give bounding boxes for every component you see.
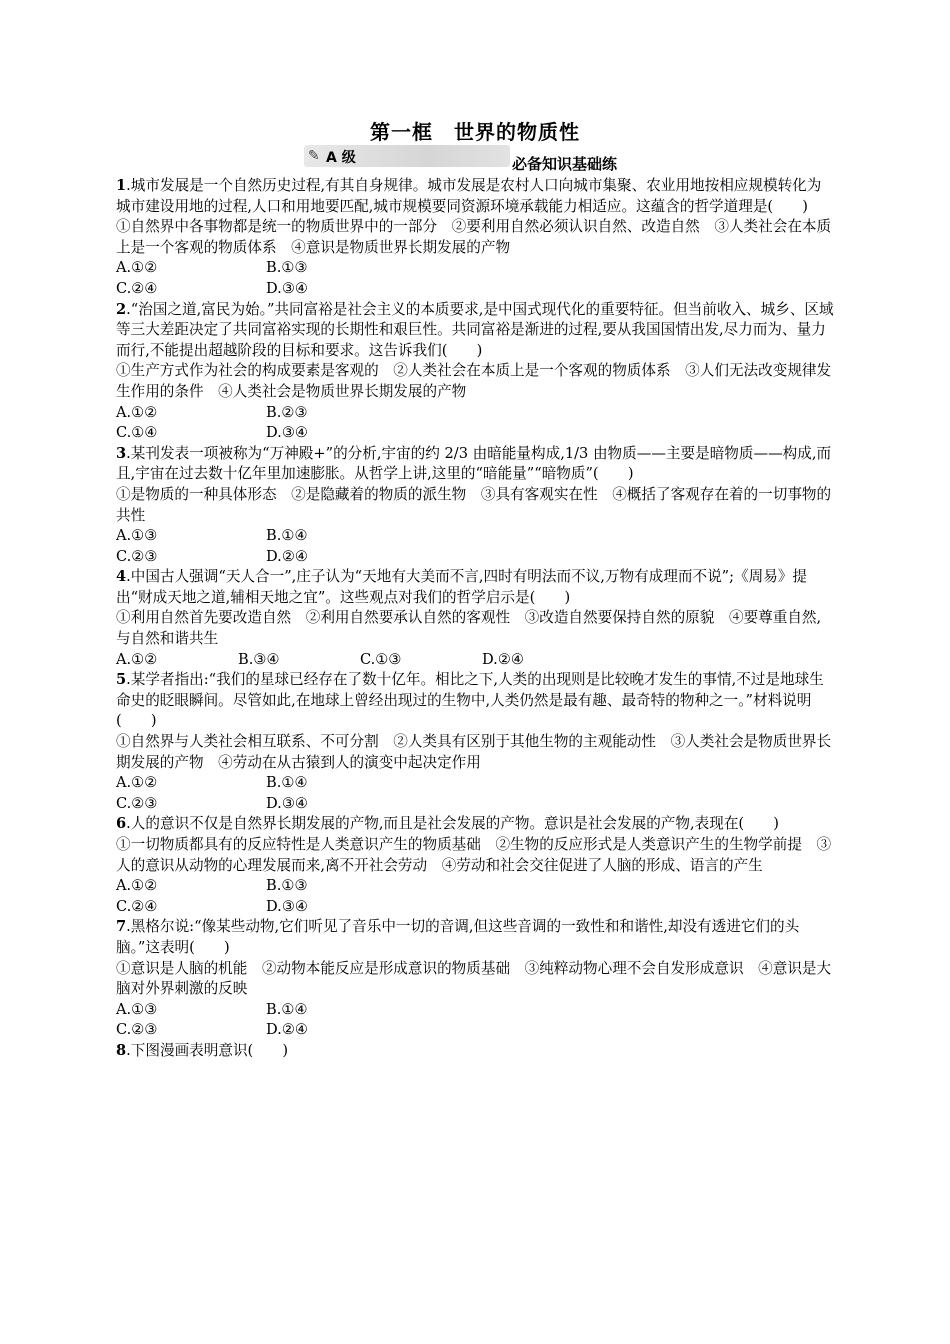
question-statements: ①利用自然首先要改造自然 ②利用自然要承认自然的客观性 ③改造自然要保持自然的原貌 ④要尊重自然,与自然和谐共生 (116, 609, 822, 648)
question-stem: .某刊发表一项被称为“万神殿+”的分析,宇宙的约 2/3 由暗能量构成,1/3 由物质——主要是暗物质——构成,而且,宇宙在过去数十亿年里加速膨胀。从哲学上讲,这里的“暗能量”“暗物质”( ) (116, 444, 832, 483)
question-number: 2 (116, 300, 127, 318)
question-stem: .某学者指出:“我们的星球已经存在了数十亿年。相比之下,人类的出现则是比较晚才发生的事情,不过是地球生命史的眨眼瞬间。尽管如此,在地球上曾经出现过的生物中,人类仍然是最有趣、最奇特的物种之一。”材料说明( ) (116, 671, 824, 730)
question-list (116, 176, 834, 1062)
question-4 (116, 567, 834, 670)
question-number: 1 (116, 177, 127, 194)
question-statements: ①自然界与人类社会相互联系、不可分割 ②人类具有区别于其他生物的主观能动性 ③人类社会是物质世界长期发展的产物 ④劳动在从古猿到人的演变中起决定作用 (116, 733, 832, 771)
page-title: 第一框 世界的物质性 (370, 120, 580, 144)
option-d[interactable]: D.③④ (266, 279, 308, 297)
option-c[interactable]: C.①③ (360, 650, 402, 668)
question-7 (116, 917, 834, 1041)
option-d[interactable]: D.②④ (266, 1021, 308, 1039)
question-number: 7 (116, 918, 127, 936)
option-a[interactable]: A.①③ (116, 1000, 158, 1018)
option-b[interactable]: B.①④ (266, 527, 308, 545)
option-b[interactable]: B.①④ (266, 1000, 308, 1018)
question-number: 6 (116, 815, 127, 833)
option-a[interactable]: A.①② (116, 877, 158, 895)
question-statements: ①自然界中各事物都是统一的物质世界中的一部分 ②要利用自然必须认识自然、改造自然 ③人类社会在本质上是一个客观的物质体系 ④意识是物质世界长期发展的产物 (116, 218, 832, 256)
option-c[interactable]: C.②③ (116, 794, 158, 812)
option-c[interactable]: C.②④ (116, 279, 158, 297)
question-stem: .人的意识不仅是自然界长期发展的产物,而且是社会发展的产物。意识是社会发展的产物,表现在( ) (126, 815, 779, 833)
option-b[interactable]: B.①③ (266, 877, 308, 895)
pencil-icon: ✎ (308, 148, 320, 164)
option-a[interactable]: A.①② (116, 774, 158, 792)
question-number: 8 (116, 1041, 127, 1059)
question-8 (116, 1041, 834, 1062)
option-a[interactable]: A.①③ (116, 527, 158, 545)
option-d[interactable]: D.②④ (266, 547, 308, 565)
question-stem: .黑格尔说:“像某些动物,它们听见了音乐中一切的音调,但这些音调的一致性和和谐性,却没有透进它们的头脑。”这表明( ) (116, 918, 800, 956)
option-a[interactable]: A.①② (116, 403, 158, 421)
question-statements: ①一切物质都具有的反应特性是人类意识产生的物质基础 ②生物的反应形式是人类意识产生的生物学前提 ③人的意识从动物的心理发展而来,离不开社会劳动 ④劳动和社会交往促进了人脑的形成、语言的产生 (116, 836, 832, 874)
option-c[interactable]: C.②④ (116, 897, 158, 915)
question-statements: ①意识是人脑的机能 ②动物本能反应是形成意识的物质基础 ③纯粹动物心理不会自发形成意识 ④意识是大脑对外界刺激的反映 (116, 959, 832, 998)
option-a[interactable]: A.①② (116, 650, 158, 668)
option-c[interactable]: C.②③ (116, 547, 158, 565)
option-b[interactable]: B.①④ (266, 774, 308, 792)
question-number: 5 (116, 671, 127, 689)
option-b[interactable]: B.②③ (266, 403, 308, 421)
question-statements: ①是物质的一种具体形态 ②是隐藏着的物质的派生物 ③具有客观实在性 ④概括了客观存在着的一切事物的共性 (116, 485, 832, 524)
question-stem: .“治国之道,富民为始。”共同富裕是社会主义的本质要求,是中国式现代化的重要特征。但当前收入、城乡、区域等三大差距决定了共同富裕实现的长期性和艰巨性。共同富裕是渐进的过程,要从我国国情出发,尽力而为、量力而行,不能提出超越阶段的目标和要求。这告诉我们( ) (116, 300, 834, 359)
question-number: 4 (116, 568, 127, 586)
option-b[interactable]: B.①③ (266, 259, 308, 277)
option-d[interactable]: D.③④ (266, 897, 308, 915)
question-3 (116, 444, 834, 568)
option-d[interactable]: D.③④ (266, 424, 308, 442)
question-stem: .中国古人强调“天人合一”,庄子认为“天地有大美而不言,四时有明法而不议,万物有成理而不说”;《周易》提出“财成天地之道,辅相天地之宜”。这些观点对我们的哲学启示是( ) (116, 568, 808, 606)
question-5 (116, 670, 834, 814)
question-stem: .下图漫画表明意识( ) (126, 1041, 289, 1059)
level-banner (304, 145, 510, 167)
option-c[interactable]: C.①④ (116, 424, 158, 442)
question-stem: .城市发展是一个自然历史过程,有其自身规律。城市发展是农村人口向城市集聚、农业用地按相应规模转化为城市建设用地的过程,人口和用地要匹配,城市规模要同资源环境承载能力相适应。这蕴含的哲学道理是( ) (116, 177, 822, 215)
question-6 (116, 814, 834, 917)
option-d[interactable]: D.③④ (266, 794, 308, 812)
level-label: A 级 (326, 150, 356, 166)
question-1 (116, 176, 834, 300)
option-c[interactable]: C.②③ (116, 1021, 158, 1039)
option-a[interactable]: A.①② (116, 259, 158, 277)
section-heading: 必备知识基础练 (512, 155, 618, 173)
option-d[interactable]: D.②④ (482, 650, 524, 668)
option-b[interactable]: B.③④ (238, 650, 280, 668)
question-number: 3 (116, 444, 127, 462)
question-2 (116, 300, 834, 444)
question-statements: ①生产方式作为社会的构成要素是客观的 ②人类社会在本质上是一个客观的物质体系 ③人们无法改变规律发生作用的条件 ④人类社会是物质世界长期发展的产物 (116, 362, 832, 400)
